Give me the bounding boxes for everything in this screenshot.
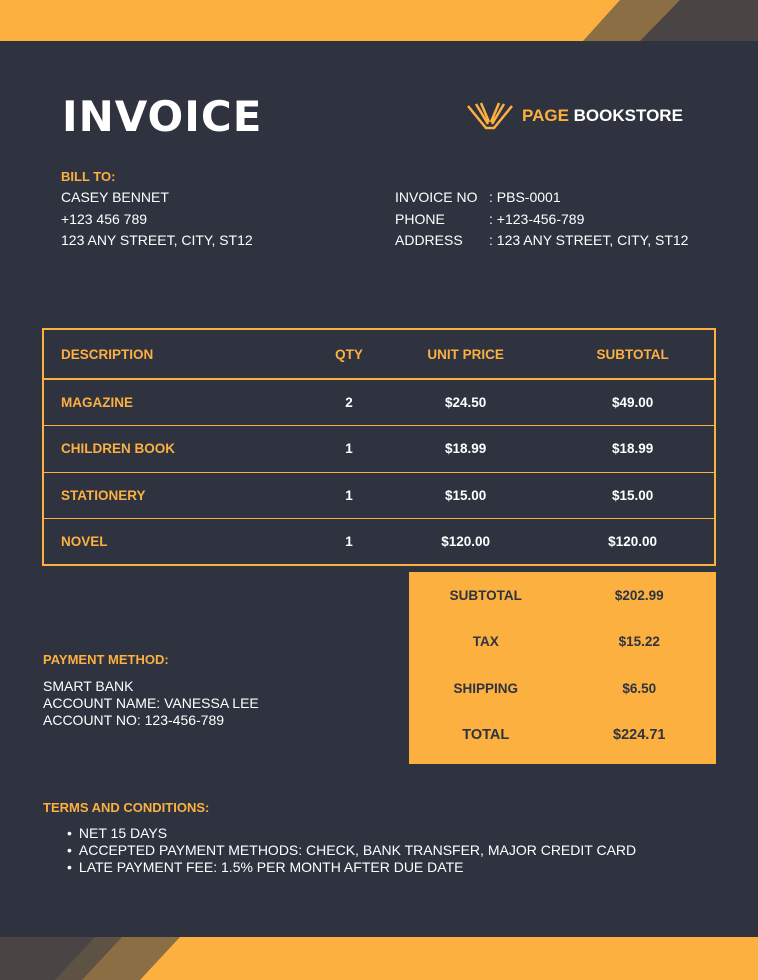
info-label: INVOICE NO bbox=[395, 189, 478, 205]
terms-item: • NET 15 DAYS bbox=[67, 825, 636, 842]
info-value: : PBS-0001 bbox=[489, 189, 561, 205]
bottom-decoration bbox=[0, 937, 758, 980]
brand-logo bbox=[466, 102, 683, 130]
customer-name: CASEY BENNET bbox=[61, 189, 169, 205]
table-header bbox=[43, 329, 715, 379]
info-label: PHONE bbox=[395, 210, 445, 227]
table-row bbox=[43, 472, 715, 519]
cell: STATIONERY bbox=[43, 472, 318, 519]
table-row bbox=[43, 519, 715, 566]
header-description: DESCRIPTION bbox=[43, 329, 318, 379]
tax-row bbox=[409, 619, 716, 666]
cell: CHILDREN BOOK bbox=[43, 426, 318, 473]
open-book-icon bbox=[466, 102, 514, 130]
shipping-row bbox=[409, 665, 716, 712]
brand-name-2: BOOKSTORE bbox=[573, 106, 683, 125]
cell: $120.00 bbox=[551, 519, 715, 566]
cell: 2 bbox=[318, 379, 380, 426]
terms-item: • ACCEPTED PAYMENT METHODS: CHECK, BANK TRANSFER, MAJOR CREDIT CARD bbox=[67, 842, 636, 859]
subtotal-row bbox=[409, 572, 716, 619]
cell: MAGAZINE bbox=[43, 379, 318, 426]
bill-to bbox=[61, 169, 253, 252]
cell: $15.00 bbox=[551, 472, 715, 519]
invoice-title: INVOICE bbox=[62, 92, 263, 141]
cell: 1 bbox=[318, 519, 380, 566]
totals-label: SUBTOTAL bbox=[449, 587, 522, 603]
terms bbox=[43, 800, 636, 876]
totals-label: TOTAL bbox=[462, 726, 510, 743]
header-subtotal: SUBTOTAL bbox=[551, 329, 715, 379]
header-unit-price: UNIT PRICE bbox=[380, 329, 551, 379]
invoice-info bbox=[395, 187, 688, 252]
bill-to-label: BILL TO: bbox=[61, 169, 116, 184]
cell: $24.50 bbox=[380, 379, 551, 426]
totals-label: SHIPPING bbox=[453, 680, 518, 696]
account-no: ACCOUNT NO: 123-456-789 bbox=[43, 712, 225, 728]
info-value: : 123 ANY STREET, CITY, ST12 bbox=[489, 232, 689, 248]
cell: NOVEL bbox=[43, 519, 318, 566]
top-decoration bbox=[0, 0, 758, 41]
account-name: ACCOUNT NAME: VANESSA LEE bbox=[43, 695, 259, 711]
terms-label: TERMS AND CONDITIONS: bbox=[43, 800, 210, 815]
cell: 1 bbox=[318, 472, 380, 519]
info-value: : +123-456-789 bbox=[489, 210, 585, 227]
totals-label: TAX bbox=[472, 634, 499, 650]
totals-value: $15.22 bbox=[618, 634, 660, 650]
header-qty: QTY bbox=[318, 329, 380, 379]
payment-method bbox=[43, 652, 259, 729]
totals-value: $6.50 bbox=[622, 680, 657, 696]
cell: $49.00 bbox=[551, 379, 715, 426]
cell: $18.99 bbox=[380, 426, 551, 473]
cell: $18.99 bbox=[551, 426, 715, 473]
payment-label: PAYMENT METHOD: bbox=[43, 652, 169, 667]
totals-value: $202.99 bbox=[614, 587, 664, 603]
total-row bbox=[409, 712, 716, 759]
customer-address: 123 ANY STREET, CITY, ST12 bbox=[61, 232, 253, 248]
table-row bbox=[43, 426, 715, 473]
totals-box bbox=[409, 572, 716, 764]
terms-item: • LATE PAYMENT FEE: 1.5% PER MONTH AFTER DUE DATE bbox=[67, 859, 636, 876]
cell: 1 bbox=[318, 426, 380, 473]
bank-name: SMART BANK bbox=[43, 678, 134, 694]
totals-value: $224.71 bbox=[613, 726, 666, 743]
info-label: ADDRESS bbox=[395, 232, 463, 248]
cell: $15.00 bbox=[380, 472, 551, 519]
customer-phone: +123 456 789 bbox=[61, 210, 148, 227]
table-row bbox=[43, 379, 715, 426]
items-table bbox=[42, 328, 716, 566]
brand-name-1: PAGE bbox=[522, 106, 569, 125]
cell: $120.00 bbox=[380, 519, 551, 566]
